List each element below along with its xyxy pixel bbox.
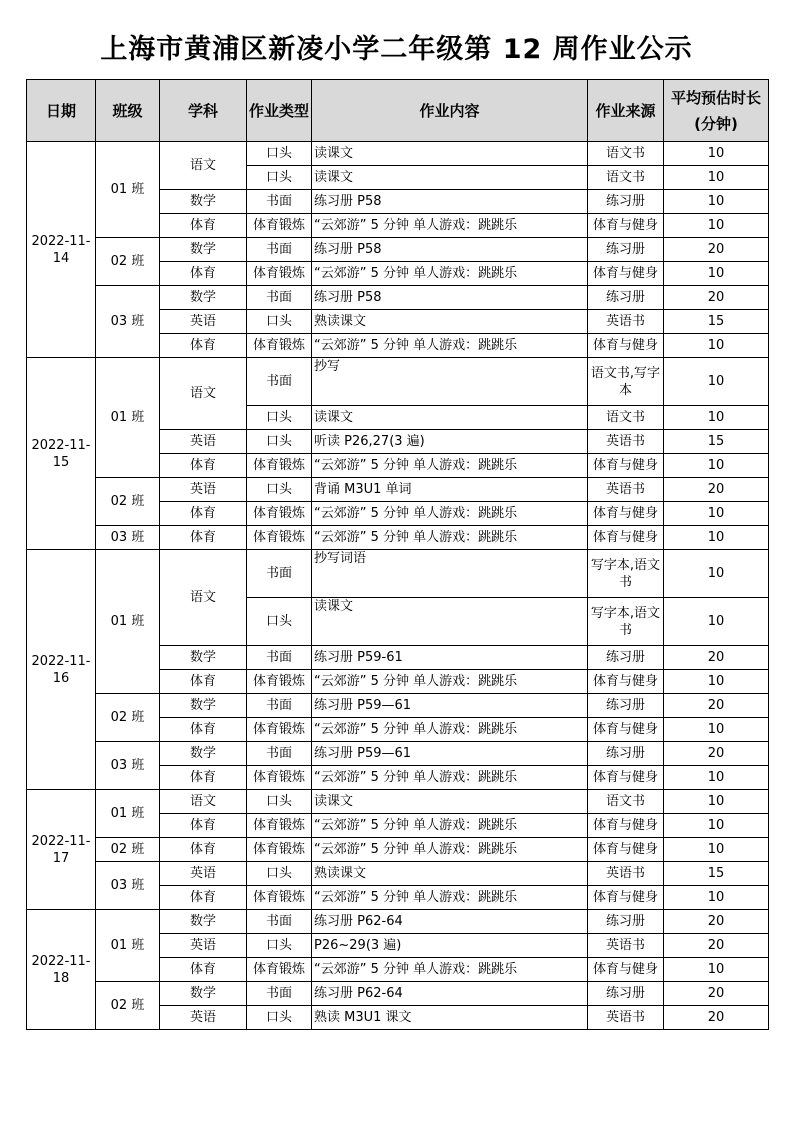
content-cell: 抄写词语 <box>312 550 588 598</box>
table-row <box>27 694 769 718</box>
header-source: 作业来源 <box>588 80 664 142</box>
time-cell: 10 <box>664 814 769 838</box>
subject-cell: 数学 <box>160 286 247 310</box>
source-cell: 体育与健身 <box>588 262 664 286</box>
content-cell: 读课文 <box>312 598 588 646</box>
table-row <box>27 982 769 1006</box>
source-cell: 语文书,写字本 <box>588 358 664 406</box>
type-cell: 书面 <box>247 286 312 310</box>
subject-cell: 数学 <box>160 694 247 718</box>
type-cell: 书面 <box>247 742 312 766</box>
type-cell: 口头 <box>247 142 312 166</box>
table-row <box>27 142 769 166</box>
content-cell: 练习册 P58 <box>312 190 588 214</box>
type-cell: 体育锻炼 <box>247 454 312 478</box>
subject-cell: 体育 <box>160 886 247 910</box>
subject-cell: 体育 <box>160 958 247 982</box>
source-cell: 语文书 <box>588 406 664 430</box>
time-cell: 10 <box>664 190 769 214</box>
header-date: 日期 <box>27 80 96 142</box>
source-cell: 练习册 <box>588 694 664 718</box>
type-cell: 口头 <box>247 1006 312 1030</box>
time-cell: 10 <box>664 406 769 430</box>
class-cell: 03 班 <box>96 286 160 358</box>
content-cell: “云郊游” 5 分钟 单人游戏：跳跳乐 <box>312 766 588 790</box>
source-cell: 练习册 <box>588 286 664 310</box>
source-cell: 练习册 <box>588 982 664 1006</box>
table-row <box>27 526 769 550</box>
type-cell: 书面 <box>247 550 312 598</box>
subject-cell: 语文 <box>160 550 247 646</box>
time-cell: 10 <box>664 334 769 358</box>
time-cell: 10 <box>664 838 769 862</box>
source-cell: 英语书 <box>588 430 664 454</box>
time-cell: 10 <box>664 598 769 646</box>
source-cell: 写字本,语文书 <box>588 550 664 598</box>
source-cell: 体育与健身 <box>588 838 664 862</box>
type-cell: 口头 <box>247 430 312 454</box>
source-cell: 英语书 <box>588 310 664 334</box>
table-row <box>27 838 769 862</box>
subject-cell: 英语 <box>160 478 247 502</box>
time-cell: 20 <box>664 1006 769 1030</box>
type-cell: 体育锻炼 <box>247 958 312 982</box>
table-row <box>27 238 769 262</box>
subject-cell: 数学 <box>160 742 247 766</box>
date-cell: 2022-11-14 <box>27 142 96 358</box>
content-cell: “云郊游” 5 分钟 单人游戏：跳跳乐 <box>312 502 588 526</box>
time-cell: 10 <box>664 262 769 286</box>
source-cell: 体育与健身 <box>588 718 664 742</box>
type-cell: 书面 <box>247 238 312 262</box>
class-cell: 01 班 <box>96 550 160 694</box>
content-cell: “云郊游” 5 分钟 单人游戏：跳跳乐 <box>312 958 588 982</box>
source-cell: 写字本,语文书 <box>588 598 664 646</box>
time-cell: 10 <box>664 550 769 598</box>
source-cell: 体育与健身 <box>588 454 664 478</box>
time-cell: 20 <box>664 910 769 934</box>
source-cell: 体育与健身 <box>588 766 664 790</box>
source-cell: 体育与健身 <box>588 334 664 358</box>
subject-cell: 英语 <box>160 934 247 958</box>
content-cell: “云郊游” 5 分钟 单人游戏：跳跳乐 <box>312 718 588 742</box>
subject-cell: 体育 <box>160 838 247 862</box>
type-cell: 体育锻炼 <box>247 262 312 286</box>
content-cell: “云郊游” 5 分钟 单人游戏：跳跳乐 <box>312 262 588 286</box>
class-cell: 01 班 <box>96 790 160 838</box>
table-row <box>27 742 769 766</box>
content-cell: 听读 P26,27(3 遍) <box>312 430 588 454</box>
source-cell: 体育与健身 <box>588 958 664 982</box>
source-cell: 英语书 <box>588 1006 664 1030</box>
subject-cell: 语文 <box>160 142 247 190</box>
header-content: 作业内容 <box>312 80 588 142</box>
header-row <box>27 80 769 142</box>
time-cell: 20 <box>664 238 769 262</box>
subject-cell: 语文 <box>160 790 247 814</box>
source-cell: 练习册 <box>588 646 664 670</box>
time-cell: 10 <box>664 790 769 814</box>
header-class: 班级 <box>96 80 160 142</box>
class-cell: 03 班 <box>96 742 160 790</box>
content-cell: 练习册 P62-64 <box>312 982 588 1006</box>
type-cell: 体育锻炼 <box>247 718 312 742</box>
subject-cell: 英语 <box>160 1006 247 1030</box>
time-cell: 10 <box>664 166 769 190</box>
content-cell: “云郊游” 5 分钟 单人游戏：跳跳乐 <box>312 838 588 862</box>
class-cell: 01 班 <box>96 142 160 238</box>
type-cell: 口头 <box>247 934 312 958</box>
type-cell: 书面 <box>247 910 312 934</box>
content-cell: 练习册 P58 <box>312 286 588 310</box>
time-cell: 15 <box>664 430 769 454</box>
source-cell: 练习册 <box>588 742 664 766</box>
content-cell: “云郊游” 5 分钟 单人游戏：跳跳乐 <box>312 814 588 838</box>
subject-cell: 体育 <box>160 718 247 742</box>
time-cell: 10 <box>664 358 769 406</box>
table-row <box>27 862 769 886</box>
subject-cell: 体育 <box>160 766 247 790</box>
table-row <box>27 790 769 814</box>
content-cell: “云郊游” 5 分钟 单人游戏：跳跳乐 <box>312 886 588 910</box>
type-cell: 口头 <box>247 310 312 334</box>
content-cell: 练习册 P59—61 <box>312 694 588 718</box>
type-cell: 口头 <box>247 166 312 190</box>
source-cell: 练习册 <box>588 190 664 214</box>
type-cell: 体育锻炼 <box>247 886 312 910</box>
source-cell: 英语书 <box>588 862 664 886</box>
type-cell: 书面 <box>247 982 312 1006</box>
subject-cell: 数学 <box>160 646 247 670</box>
type-cell: 体育锻炼 <box>247 214 312 238</box>
source-cell: 语文书 <box>588 790 664 814</box>
type-cell: 体育锻炼 <box>247 526 312 550</box>
content-cell: P26~29(3 遍) <box>312 934 588 958</box>
subject-cell: 数学 <box>160 982 247 1006</box>
subject-cell: 体育 <box>160 670 247 694</box>
homework-table <box>26 79 769 1030</box>
source-cell: 英语书 <box>588 478 664 502</box>
subject-cell: 英语 <box>160 430 247 454</box>
class-cell: 03 班 <box>96 526 160 550</box>
table-row <box>27 358 769 406</box>
table-row <box>27 910 769 934</box>
type-cell: 体育锻炼 <box>247 838 312 862</box>
content-cell: “云郊游” 5 分钟 单人游戏：跳跳乐 <box>312 334 588 358</box>
type-cell: 书面 <box>247 358 312 406</box>
subject-cell: 体育 <box>160 502 247 526</box>
type-cell: 口头 <box>247 406 312 430</box>
content-cell: 熟读 M3U1 课文 <box>312 1006 588 1030</box>
subject-cell: 数学 <box>160 910 247 934</box>
time-cell: 10 <box>664 142 769 166</box>
content-cell: 抄写 <box>312 358 588 406</box>
type-cell: 口头 <box>247 790 312 814</box>
type-cell: 书面 <box>247 646 312 670</box>
type-cell: 体育锻炼 <box>247 334 312 358</box>
subject-cell: 数学 <box>160 190 247 214</box>
time-cell: 20 <box>664 286 769 310</box>
class-cell: 02 班 <box>96 238 160 286</box>
type-cell: 体育锻炼 <box>247 766 312 790</box>
page-title: 上海市黄浦区新凌小学二年级第 12 周作业公示 <box>100 34 693 65</box>
source-cell: 体育与健身 <box>588 886 664 910</box>
source-cell: 英语书 <box>588 934 664 958</box>
time-cell: 20 <box>664 478 769 502</box>
time-cell: 10 <box>664 454 769 478</box>
time-cell: 20 <box>664 694 769 718</box>
type-cell: 口头 <box>247 862 312 886</box>
source-cell: 语文书 <box>588 166 664 190</box>
time-cell: 10 <box>664 766 769 790</box>
subject-cell: 英语 <box>160 862 247 886</box>
time-cell: 10 <box>664 670 769 694</box>
class-cell: 02 班 <box>96 478 160 526</box>
time-cell: 10 <box>664 886 769 910</box>
source-cell: 体育与健身 <box>588 502 664 526</box>
source-cell: 语文书 <box>588 142 664 166</box>
type-cell: 体育锻炼 <box>247 670 312 694</box>
subject-cell: 英语 <box>160 310 247 334</box>
time-cell: 20 <box>664 742 769 766</box>
source-cell: 体育与健身 <box>588 526 664 550</box>
content-cell: “云郊游” 5 分钟 单人游戏：跳跳乐 <box>312 214 588 238</box>
table-body <box>27 142 769 1030</box>
type-cell: 口头 <box>247 598 312 646</box>
date-cell: 2022-11-17 <box>27 790 96 910</box>
subject-cell: 语文 <box>160 358 247 430</box>
source-cell: 练习册 <box>588 238 664 262</box>
type-cell: 体育锻炼 <box>247 502 312 526</box>
source-cell: 练习册 <box>588 910 664 934</box>
subject-cell: 体育 <box>160 454 247 478</box>
date-cell: 2022-11-15 <box>27 358 96 550</box>
table-row <box>27 550 769 598</box>
content-cell: “云郊游” 5 分钟 单人游戏：跳跳乐 <box>312 670 588 694</box>
content-cell: 练习册 P62-64 <box>312 910 588 934</box>
time-cell: 15 <box>664 310 769 334</box>
time-cell: 10 <box>664 214 769 238</box>
content-cell: 读课文 <box>312 790 588 814</box>
source-cell: 体育与健身 <box>588 670 664 694</box>
source-cell: 体育与健身 <box>588 814 664 838</box>
type-cell: 书面 <box>247 694 312 718</box>
subject-cell: 体育 <box>160 526 247 550</box>
time-cell: 20 <box>664 934 769 958</box>
table-row <box>27 286 769 310</box>
content-cell: 练习册 P59—61 <box>312 742 588 766</box>
source-cell: 体育与健身 <box>588 214 664 238</box>
class-cell: 03 班 <box>96 862 160 910</box>
content-cell: 读课文 <box>312 142 588 166</box>
header-type: 作业类型 <box>247 80 312 142</box>
content-cell: 背诵 M3U1 单词 <box>312 478 588 502</box>
time-cell: 15 <box>664 862 769 886</box>
class-cell: 01 班 <box>96 358 160 478</box>
time-cell: 10 <box>664 718 769 742</box>
content-cell: 熟读课文 <box>312 310 588 334</box>
class-cell: 02 班 <box>96 694 160 742</box>
subject-cell: 体育 <box>160 262 247 286</box>
time-cell: 10 <box>664 502 769 526</box>
time-cell: 10 <box>664 526 769 550</box>
time-cell: 20 <box>664 646 769 670</box>
class-cell: 02 班 <box>96 838 160 862</box>
class-cell: 02 班 <box>96 982 160 1030</box>
time-cell: 10 <box>664 958 769 982</box>
header-subject: 学科 <box>160 80 247 142</box>
table-row <box>27 478 769 502</box>
content-cell: 读课文 <box>312 406 588 430</box>
type-cell: 书面 <box>247 190 312 214</box>
date-cell: 2022-11-16 <box>27 550 96 790</box>
header-time: 平均预估时长(分钟) <box>664 80 769 142</box>
class-cell: 01 班 <box>96 910 160 982</box>
type-cell: 体育锻炼 <box>247 814 312 838</box>
content-cell: 练习册 P59-61 <box>312 646 588 670</box>
subject-cell: 体育 <box>160 334 247 358</box>
subject-cell: 体育 <box>160 814 247 838</box>
content-cell: 读课文 <box>312 166 588 190</box>
subject-cell: 体育 <box>160 214 247 238</box>
date-cell: 2022-11-18 <box>27 910 96 1030</box>
time-cell: 20 <box>664 982 769 1006</box>
type-cell: 口头 <box>247 478 312 502</box>
content-cell: 练习册 P58 <box>312 238 588 262</box>
subject-cell: 数学 <box>160 238 247 262</box>
content-cell: 熟读课文 <box>312 862 588 886</box>
content-cell: “云郊游” 5 分钟 单人游戏：跳跳乐 <box>312 454 588 478</box>
content-cell: “云郊游” 5 分钟 单人游戏：跳跳乐 <box>312 526 588 550</box>
